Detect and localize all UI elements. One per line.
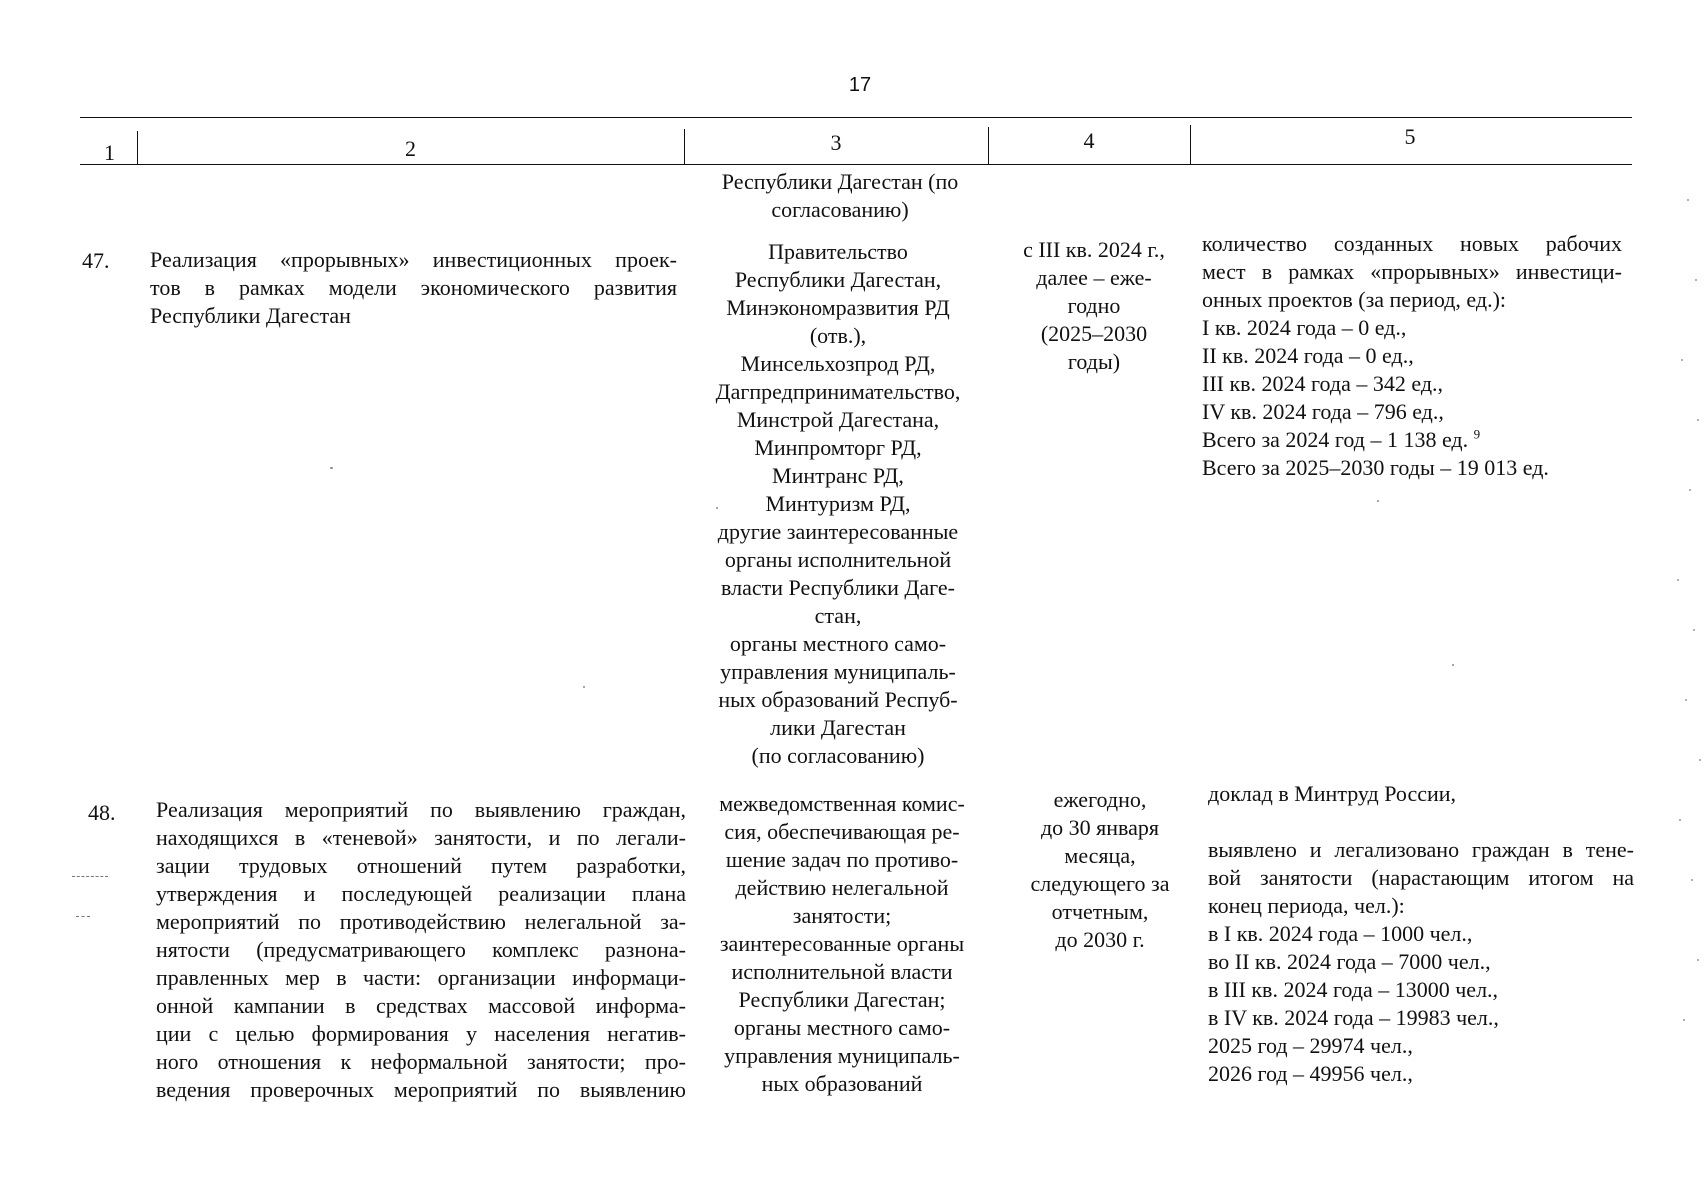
- row-48-measure-line: зации трудовых отношений путем разработки,: [156, 853, 686, 878]
- row-48-responsible-line: шение задач по противо-: [725, 847, 959, 872]
- row-48-measure-line: ведения проверочных мероприятий по выявлению: [156, 1077, 686, 1102]
- row-47-responsible-line: Минтуризм РД,: [765, 491, 911, 516]
- row-48-measure-line: нятости (предусматривающего комплекс разнона-: [156, 937, 686, 962]
- row-47-responsible-line: власти Республики Даге-: [721, 575, 955, 600]
- row-48-deadline-line: до 2030 г.: [1055, 927, 1145, 952]
- header-col-5: 5: [1404, 124, 1416, 149]
- row-48-deadline-line: следующего за: [1030, 871, 1170, 896]
- row-48-deadline-line: ежегодно,: [1053, 787, 1147, 812]
- row-48-result: [1208, 780, 1634, 1088]
- row-48-measure-line: онной кампании в средствах массовой информа-: [156, 993, 686, 1018]
- row-47-deadline-line: далее – еже-: [1036, 265, 1152, 290]
- row-48-responsible-line: исполнительной власти: [731, 959, 953, 984]
- row-48-responsible-line: межведомственная комис-: [719, 791, 965, 816]
- row-48-result-line: в III кв. 2024 года – 13000 чел.,: [1208, 977, 1499, 1002]
- row-47-responsible-line: Дагпредпринимательство,: [715, 379, 961, 404]
- row-47-deadline-line: годы): [1067, 349, 1121, 374]
- row-47-responsible-line: (по согласованию): [751, 743, 925, 768]
- row-47-responsible-line: управления муниципаль-: [720, 659, 956, 684]
- row-48-number: 48.: [88, 800, 116, 825]
- row-47-responsible-line: другие заинтересованные: [717, 519, 959, 544]
- scan-dash-mark: [72, 876, 108, 877]
- row-48-result-line: выявлено и легализовано граждан в тене-: [1208, 837, 1634, 862]
- header-top-border: [80, 117, 1632, 118]
- row-48-measure-line: правленных мер в части: организации информаци-: [156, 965, 686, 990]
- row-47-number: 47.: [82, 248, 110, 273]
- row-48-deadline: [1000, 786, 1200, 954]
- row-47-result-line: онных проектов (за период, ед.):: [1202, 287, 1507, 312]
- row-48-measure: [156, 796, 686, 1104]
- row-47-measure-line: Республики Дагестан: [150, 303, 351, 328]
- row-48-result-line: во II кв. 2024 года – 7000 чел.,: [1208, 949, 1491, 974]
- footnote-mark: 9: [1473, 426, 1481, 442]
- row-47-result-line: мест в рамках «прорывных» инвестици-: [1202, 259, 1622, 284]
- row-48-result-line: 2025 год – 29974 чел.,: [1208, 1033, 1413, 1058]
- row-48-responsible-line: сия, обеспечивающая ре-: [724, 819, 960, 844]
- row-48-result-line: конец периода, чел.):: [1208, 893, 1405, 918]
- row-48-responsible-line: управления муниципаль-: [724, 1043, 960, 1068]
- row-48-responsible-line: ных образований: [761, 1071, 923, 1096]
- row-48-measure-line: ции с целью формирования у населения негатив-: [156, 1021, 686, 1046]
- row-47-responsible-line: стан,: [814, 603, 862, 628]
- row-48-result-line: в IV кв. 2024 года – 19983 чел.,: [1208, 1005, 1499, 1030]
- row-48-measure-line: ного отношения к неформальной занятости; про-: [156, 1049, 686, 1074]
- row-48-responsible-line: занятости;: [792, 903, 892, 928]
- row-47-result-line: I кв. 2024 года – 0 ед.,: [1202, 315, 1407, 340]
- row-48-deadline-line: до 30 января: [1040, 815, 1160, 840]
- row-48-result-line: вой занятости (нарастающим итогом на: [1208, 865, 1634, 890]
- row-47-responsible-line: Минтранс РД,: [772, 463, 904, 488]
- row-48-deadline-line: месяца,: [1064, 843, 1136, 868]
- row-47-responsible-line: органы местного само-: [729, 631, 947, 656]
- row-47-responsible-line: Республики Дагестан,: [734, 267, 942, 292]
- carry-over-line: Республики Дагестан (по: [721, 169, 959, 194]
- carry-over-line: согласованию): [771, 197, 909, 222]
- scan-speck: [1452, 664, 1454, 666]
- row-48-responsible: [694, 790, 990, 1098]
- row-47-responsible-line: Минэкономразвития РД: [726, 295, 950, 320]
- scan-speck: [716, 507, 718, 509]
- scan-dash-mark: [76, 916, 90, 917]
- row-48-result-line: 2026 год – 49956 чел.,: [1208, 1061, 1413, 1086]
- row-48-responsible-line: органы местного само-: [733, 1015, 951, 1040]
- carry-over-responsible: [690, 168, 990, 224]
- row-48-result-line: в I кв. 2024 года – 1000 чел.,: [1208, 921, 1473, 946]
- row-48-responsible-line: действию нелегальной: [735, 875, 949, 900]
- scan-speck: [583, 686, 585, 688]
- row-48-measure-line: Реализация мероприятий по выявлению граждан,: [156, 797, 686, 822]
- row-47-responsible-line: ных образований Респуб-: [718, 687, 958, 712]
- header-col-2: 2: [405, 136, 416, 161]
- row-48-responsible-line: Республики Дагестан;: [738, 987, 946, 1012]
- row-47-responsible-line: Минстрой Дагестана,: [736, 407, 940, 432]
- row-47-result-line: III кв. 2024 года – 342 ед.,: [1202, 371, 1444, 396]
- row-48-measure-line: утверждения и последующей реализации плана: [156, 881, 686, 906]
- row-47-deadline-line: годно: [1067, 293, 1121, 318]
- scan-speck: [330, 467, 333, 469]
- header-col-4: 4: [1083, 128, 1095, 153]
- row-47-result-line: II кв. 2024 года – 0 ед.,: [1202, 343, 1414, 368]
- row-47-responsible-line: (отв.),: [809, 323, 867, 348]
- row-47-deadline-line: (2025–2030: [1040, 321, 1148, 346]
- scan-speck: [1377, 500, 1379, 502]
- row-47-deadline-line: с III кв. 2024 г.,: [1023, 237, 1165, 262]
- row-47-responsible-line: лики Дагестан: [770, 715, 906, 740]
- row-48-measure-line: мероприятий по противодействию нелегальной за-: [156, 909, 686, 934]
- row-48-responsible-line: заинтересованные органы: [719, 931, 965, 956]
- page-number: 17: [848, 74, 872, 96]
- row-47-measure-line: Реализация «прорывных» инвестиционных проек-: [150, 247, 677, 272]
- row-47-responsible-line: Правительство: [768, 239, 908, 264]
- row-47-responsible: [688, 238, 988, 770]
- row-47-responsible-line: органы исполнительной: [724, 547, 952, 572]
- row-47-result-line: Всего за 2024 год – 1 138 ед.: [1202, 427, 1469, 452]
- row-47-result-line: количество созданных новых рабочих: [1202, 231, 1622, 256]
- row-47-responsible-line: Минсельхозпрод РД,: [740, 351, 936, 376]
- row-48-result-head: доклад в Минтруд России,: [1208, 781, 1457, 806]
- header-bottom-border: [80, 164, 1632, 165]
- row-47-result-line: IV кв. 2024 года – 796 ед.,: [1202, 399, 1444, 424]
- row-47-measure: [150, 246, 677, 330]
- row-47-responsible-line: Минпромторг РД,: [754, 435, 922, 460]
- row-47-result-total-2024: [1202, 426, 1622, 454]
- header-col-1: 1: [104, 140, 115, 165]
- row-48-measure-line: находящихся в «теневой» занятости, и по легали-: [156, 825, 686, 850]
- row-47-measure-line: тов в рамках модели экономического развития: [150, 275, 677, 300]
- row-48-deadline-line: отчетным,: [1051, 899, 1149, 924]
- row-47-result-line: Всего за 2025–2030 годы – 19 013 ед.: [1202, 455, 1549, 480]
- scan-edge-noise: [1668, 160, 1708, 1060]
- header-col-3: 3: [830, 130, 842, 155]
- row-47-result: [1202, 230, 1622, 482]
- row-47-deadline: [994, 236, 1194, 376]
